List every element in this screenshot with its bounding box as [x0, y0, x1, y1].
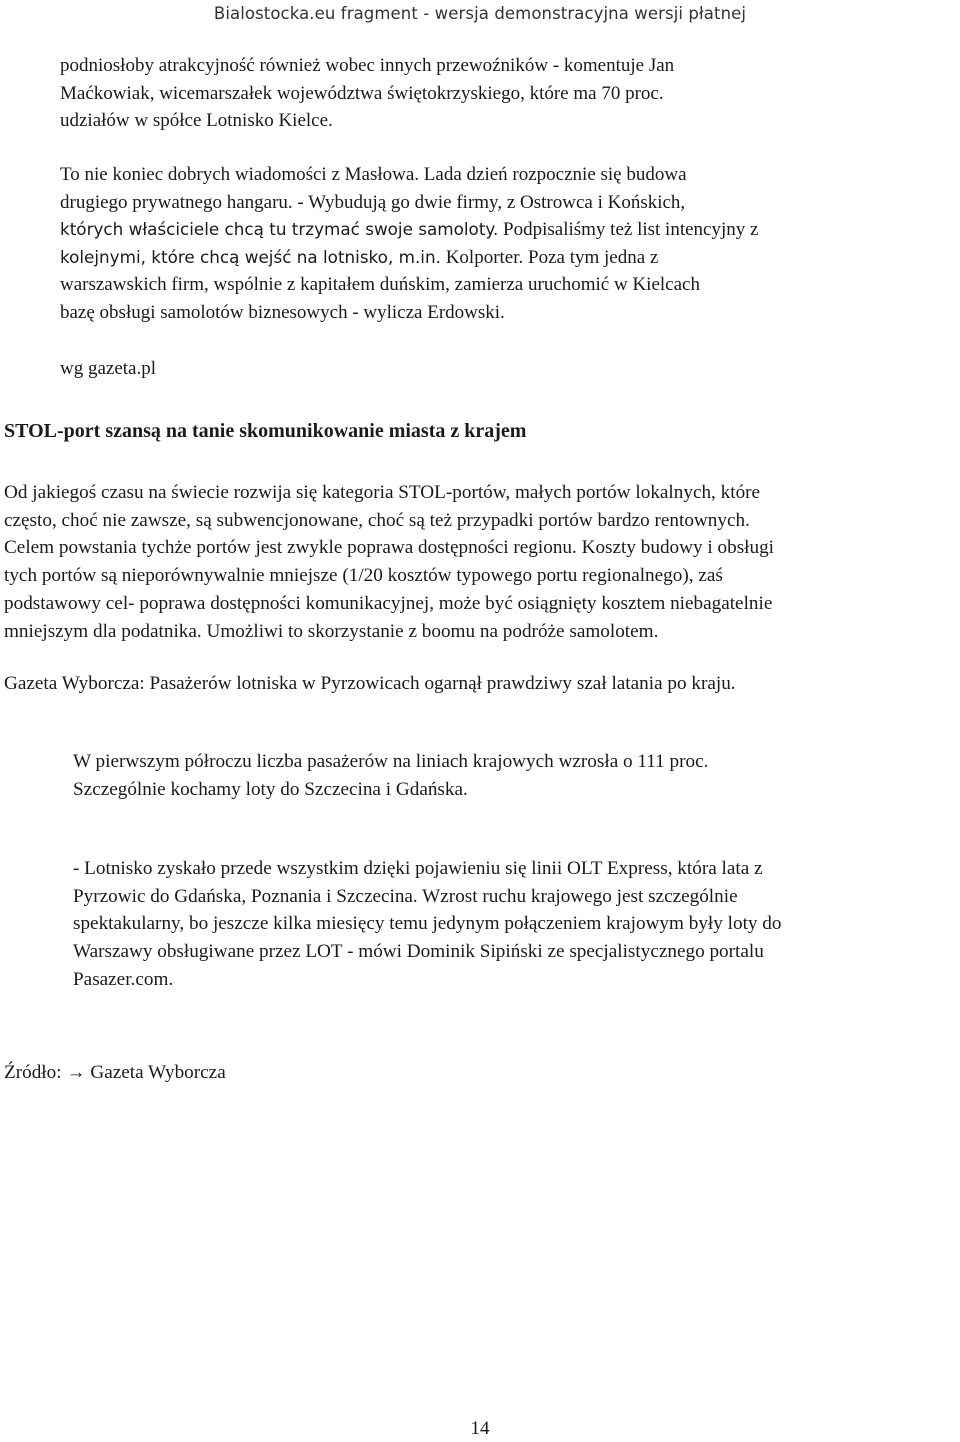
text-line: bazę obsługi samolotów biznesowych - wylicza Erdowski. — [60, 301, 505, 323]
text-line: To nie koniec dobrych wiadomości z Masłowa. Lada dzień rozpocznie się budowa — [60, 164, 687, 185]
text-line: Pyrzowic do Gdańska, Poznania i Szczecina. Wzrost ruchu krajowego jest szczególnie — [73, 885, 738, 907]
text-line: - Lotnisko zyskało przede wszystkim dzięki pojawieniu się linii OLT Express, która lata z — [73, 858, 763, 879]
text-line: Szczególnie kochamy loty do Szczecina i Gdańska. — [73, 779, 468, 800]
text-line: Od jakiegoś czasu na świecie rozwija się kategoria STOL-portów, małych portów lokalnych, które — [4, 482, 761, 503]
text-line: podstawowy cel- poprawa dostępności komunikacyjnej, może być osiągnięty kosztem niebagatelnie — [4, 592, 773, 614]
text-line — [60, 216, 940, 244]
source-attribution: wg gazeta.pl — [60, 358, 157, 379]
paragraph-passenger-growth — [73, 748, 953, 804]
page-number: 14 — [470, 1418, 490, 1439]
text-line: tych portów są nieporównywalnie mniejsze (1/20 kosztów typowego portu regionalnego), zaś — [4, 565, 723, 587]
text-line: Pasazer.com. — [73, 968, 174, 990]
text-line: często, choć nie zawsze, są subwencjonowane, choć są też przypadki portów bardzo rentownych. — [4, 509, 750, 531]
paragraph-maslow-hangar — [60, 161, 940, 326]
text-line — [60, 244, 940, 272]
text-run: których właściciele chcą tu trzymać swoje samoloty. — [60, 219, 499, 239]
paragraph-quote-mackowiak — [60, 52, 940, 135]
text-line: spektakularny, bo jeszcze kilka miesięcy temu jedynym połączeniem krajowym były loty do — [73, 913, 782, 935]
paragraph-olt-express — [73, 855, 958, 994]
source-link-gazeta-wyborcza[interactable]: Źródło: → Gazeta Wyborcza — [4, 1062, 226, 1083]
text-line: Maćkowiak, wicemarszałek województwa świętokrzyskiego, które ma 70 proc. — [60, 82, 664, 104]
text-run: Podpisaliśmy też list intencyjny z — [498, 219, 759, 240]
text-line: podniosłoby atrakcyjność również wobec innych przewoźników - komentuje Jan — [60, 55, 675, 76]
section-heading: STOL-port szansą na tanie skomunikowanie miasta z krajem — [4, 420, 527, 442]
text-line: mniejszym dla podatnika. Umożliwi to skorzystanie z boomu na podróże samolotem. — [4, 620, 659, 642]
text-line: drugiego prywatnego hangaru. - Wybudują go dwie firmy, z Ostrowca i Końskich, — [60, 191, 686, 213]
paragraph-stol-ports — [4, 479, 960, 645]
paragraph-gazeta-headline: Gazeta Wyborcza: Pasażerów lotniska w Pyrzowicach ogarnął prawdziwy szał latania po kraju. — [4, 673, 736, 694]
text-run: kolejnymi, które chcą wejść na lotnisko, m.in. — [60, 246, 441, 267]
text-line: udziałów w spółce Lotnisko Kielce. — [60, 110, 333, 131]
text-line: W pierwszym półroczu liczba pasażerów na liniach krajowych wzrosła o 111 proc. — [73, 751, 709, 772]
text-line: Warszawy obsługiwane przez LOT - mówi Dominik Sipiński ze specjalistycznego portalu — [73, 941, 764, 963]
watermark-header: Bialostocka.eu fragment - wersja demonstracyjna wersji płatnej — [213, 4, 747, 23]
text-line: warszawskich firm, wspólnie z kapitałem duńskim, zamierza uruchomić w Kielcach — [60, 274, 700, 295]
text-run: Kolporter. Poza tym jedna z — [440, 246, 659, 268]
text-line: Celem powstania tychże portów jest zwykle poprawa dostępności regionu. Koszty budowy i obsługi — [4, 537, 775, 559]
